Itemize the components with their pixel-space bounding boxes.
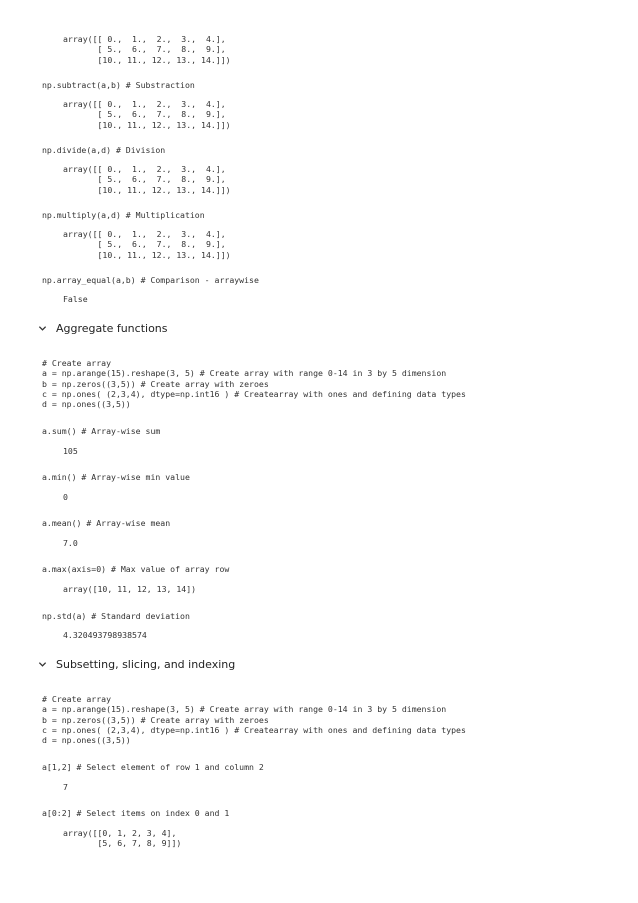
- output-cell: array([[ 0., 1., 2., 3., 4.], [ 5., 6., 7., 8., 9.], [10., 11., 12., 13., 14.]]): [63, 229, 231, 260]
- code-cell: a[0:2] # Select items on index 0 and 1: [42, 808, 230, 818]
- code-cell: np.array_equal(a,b) # Comparison - arraywise: [42, 275, 259, 285]
- code-cell: # Create array a = np.arange(15).reshape(3, 5) # Create array with range 0-14 in 3 by 5 dimension b = np.zeros((3,5)) # Create array with zeroes c = np.ones( (2,3,4), dtype=np.int16 ) # Createarray with ones and defining data types d = np.ones((3,5)): [42, 694, 466, 746]
- code-cell: a.sum() # Array-wise sum: [42, 426, 161, 436]
- output-cell: array([[ 0., 1., 2., 3., 4.], [ 5., 6., 7., 8., 9.], [10., 11., 12., 13., 14.]]): [63, 99, 231, 130]
- output-cell: False: [63, 294, 88, 304]
- code-cell: a.min() # Array-wise min value: [42, 472, 190, 482]
- output-cell: array([[0, 1, 2, 3, 4], [5, 6, 7, 8, 9]]): [63, 828, 182, 849]
- section-heading[interactable]: [38, 658, 235, 671]
- code-cell: np.std(a) # Standard deviation: [42, 611, 190, 621]
- section-heading-label: Subsetting, slicing, and indexing: [56, 658, 236, 671]
- code-cell: a.mean() # Array-wise mean: [42, 518, 171, 528]
- output-cell: 0: [63, 492, 68, 502]
- section-heading[interactable]: [38, 322, 168, 335]
- code-cell: # Create array a = np.arange(15).reshape(3, 5) # Create array with range 0-14 in 3 by 5 dimension b = np.zeros((3,5)) # Create array with zeroes c = np.ones( (2,3,4), dtype=np.int16 ) # Createarray with ones and defining data types d = np.ones((3,5)): [42, 358, 466, 410]
- code-cell: np.subtract(a,b) # Substraction: [42, 80, 195, 90]
- output-cell: 4.320493798938574: [63, 630, 147, 640]
- chevron-down-icon: [38, 660, 47, 669]
- output-cell: array([[ 0., 1., 2., 3., 4.], [ 5., 6., 7., 8., 9.], [10., 11., 12., 13., 14.]]): [63, 164, 231, 195]
- output-cell: 7: [63, 782, 68, 792]
- output-cell: 105: [63, 446, 78, 456]
- output-cell: array([10, 11, 12, 13, 14]): [63, 584, 197, 594]
- output-cell: array([[ 0., 1., 2., 3., 4.], [ 5., 6., 7., 8., 9.], [10., 11., 12., 13., 14.]]): [63, 34, 231, 65]
- code-cell: np.divide(a,d) # Division: [42, 145, 166, 155]
- code-cell: np.multiply(a,d) # Multiplication: [42, 210, 205, 220]
- code-cell: a.max(axis=0) # Max value of array row: [42, 564, 230, 574]
- chevron-down-icon: [38, 324, 47, 333]
- output-cell: 7.0: [63, 538, 78, 548]
- code-cell: a[1,2] # Select element of row 1 and column 2: [42, 762, 264, 772]
- section-heading-label: Aggregate functions: [56, 322, 168, 335]
